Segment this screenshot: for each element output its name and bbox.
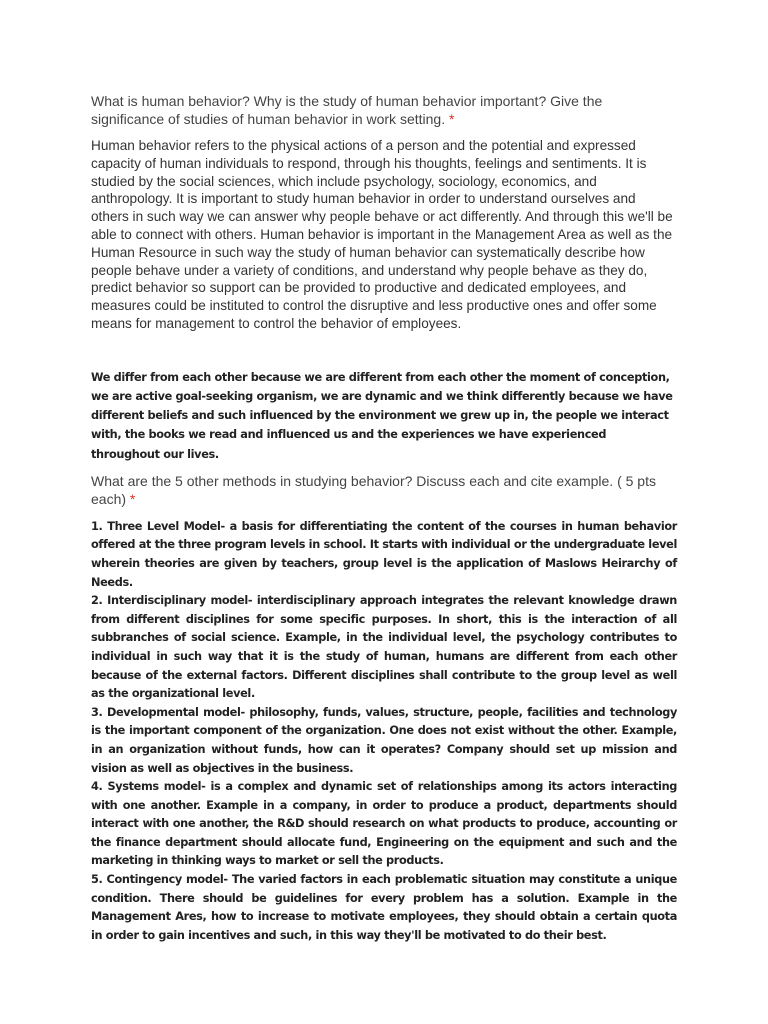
methods-list	[91, 518, 677, 946]
differ-paragraph: We differ from each other because we are different from each other the moment of conception, we are active goal-seeking organism, we are dynamic and we think differently because we have different beliefs and such influenced by the environment we grew up in, the people we interact with, the books we read and influenced us and the experiences we have experienced throughout our lives.	[91, 370, 673, 461]
method-item: 5. Contingency model- The varied factors in each problematic situation may constitute a unique condition. There should be guidelines for every problem has a solution. Example in the Management Ares, how to increase to motivate employees, they should obtain a certain quota in order to gain incentives and such, in this way they'll be motivated to do their best.	[91, 873, 677, 942]
answer-1: Human behavior refers to the physical actions of a person and the potential and expressed capacity of human individuals to respond, through his thoughts, feelings and sentiments. It is studied by the social sciences, which include psychology, sociology, economics, and anthropology. It is important to study human behavior in order to understand ourselves and others in such way we can answer why people behave or act differently. And through this we'll be able to connect with others. Human behavior is important in the Management Area as well as the Human Resource in such way the study of human behavior can systematically describe how people behave under a variety of conditions, and understand why people behave as they do, predict behavior so support can be provided to productive and dedicated employees, and measures could be instituted to control the disruptive and less productive ones and offer some means for management to control the behavior of employees.	[91, 138, 673, 331]
question-1-text: What is human behavior? Why is the study of human behavior important? Give the significance of studies of human behavior in work setting.	[91, 93, 603, 127]
method-item: 3. Developmental model- philosophy, funds, values, structure, people, facilities and technology is the important component of the organization. One does not exist without the other. Example, in an organization without funds, how can it operates? Company should set up mission and vision as well as objectives in the business.	[91, 705, 677, 775]
method-item: 2. Interdisciplinary model- interdisciplinary approach integrates the relevant knowledge drawn from different disciplines for some specific purposes. In short, this is the interaction of all subbranches of social science. Example, in the individual level, the psychology contributes to individual in such way that it is the study of human, humans are different from each other because of the external factors. Different disciplines shall contribute to the group level as well as the organizational level.	[91, 594, 677, 701]
required-mark: *	[129, 490, 136, 507]
required-mark: *	[448, 111, 455, 127]
method-item: 1. Three Level Model- a basis for differentiating the content of the courses in human behavior offered at the three program levels in school. It starts with individual or the undergraduate level wherein theories are given by teachers, group level is the application of Maslows Heirarchy of Needs.	[91, 519, 677, 589]
question-1	[91, 92, 677, 128]
question-2-text: What are the 5 other methods in studying behavior? Discuss each and cite example. ( 5 pts each)	[91, 472, 656, 507]
document-page	[91, 92, 677, 945]
question-2	[91, 472, 677, 508]
method-item: 4. Systems model- is a complex and dynamic set of relationships among its actors interacting with one another. Example in a company, in order to produce a product, departments should interact with one another, the R&D should research on what products to produce, accounting or the finance department should allocate fund, Engineering on the equipment and such and the marketing in thinking ways to market or sell the products.	[91, 780, 677, 868]
